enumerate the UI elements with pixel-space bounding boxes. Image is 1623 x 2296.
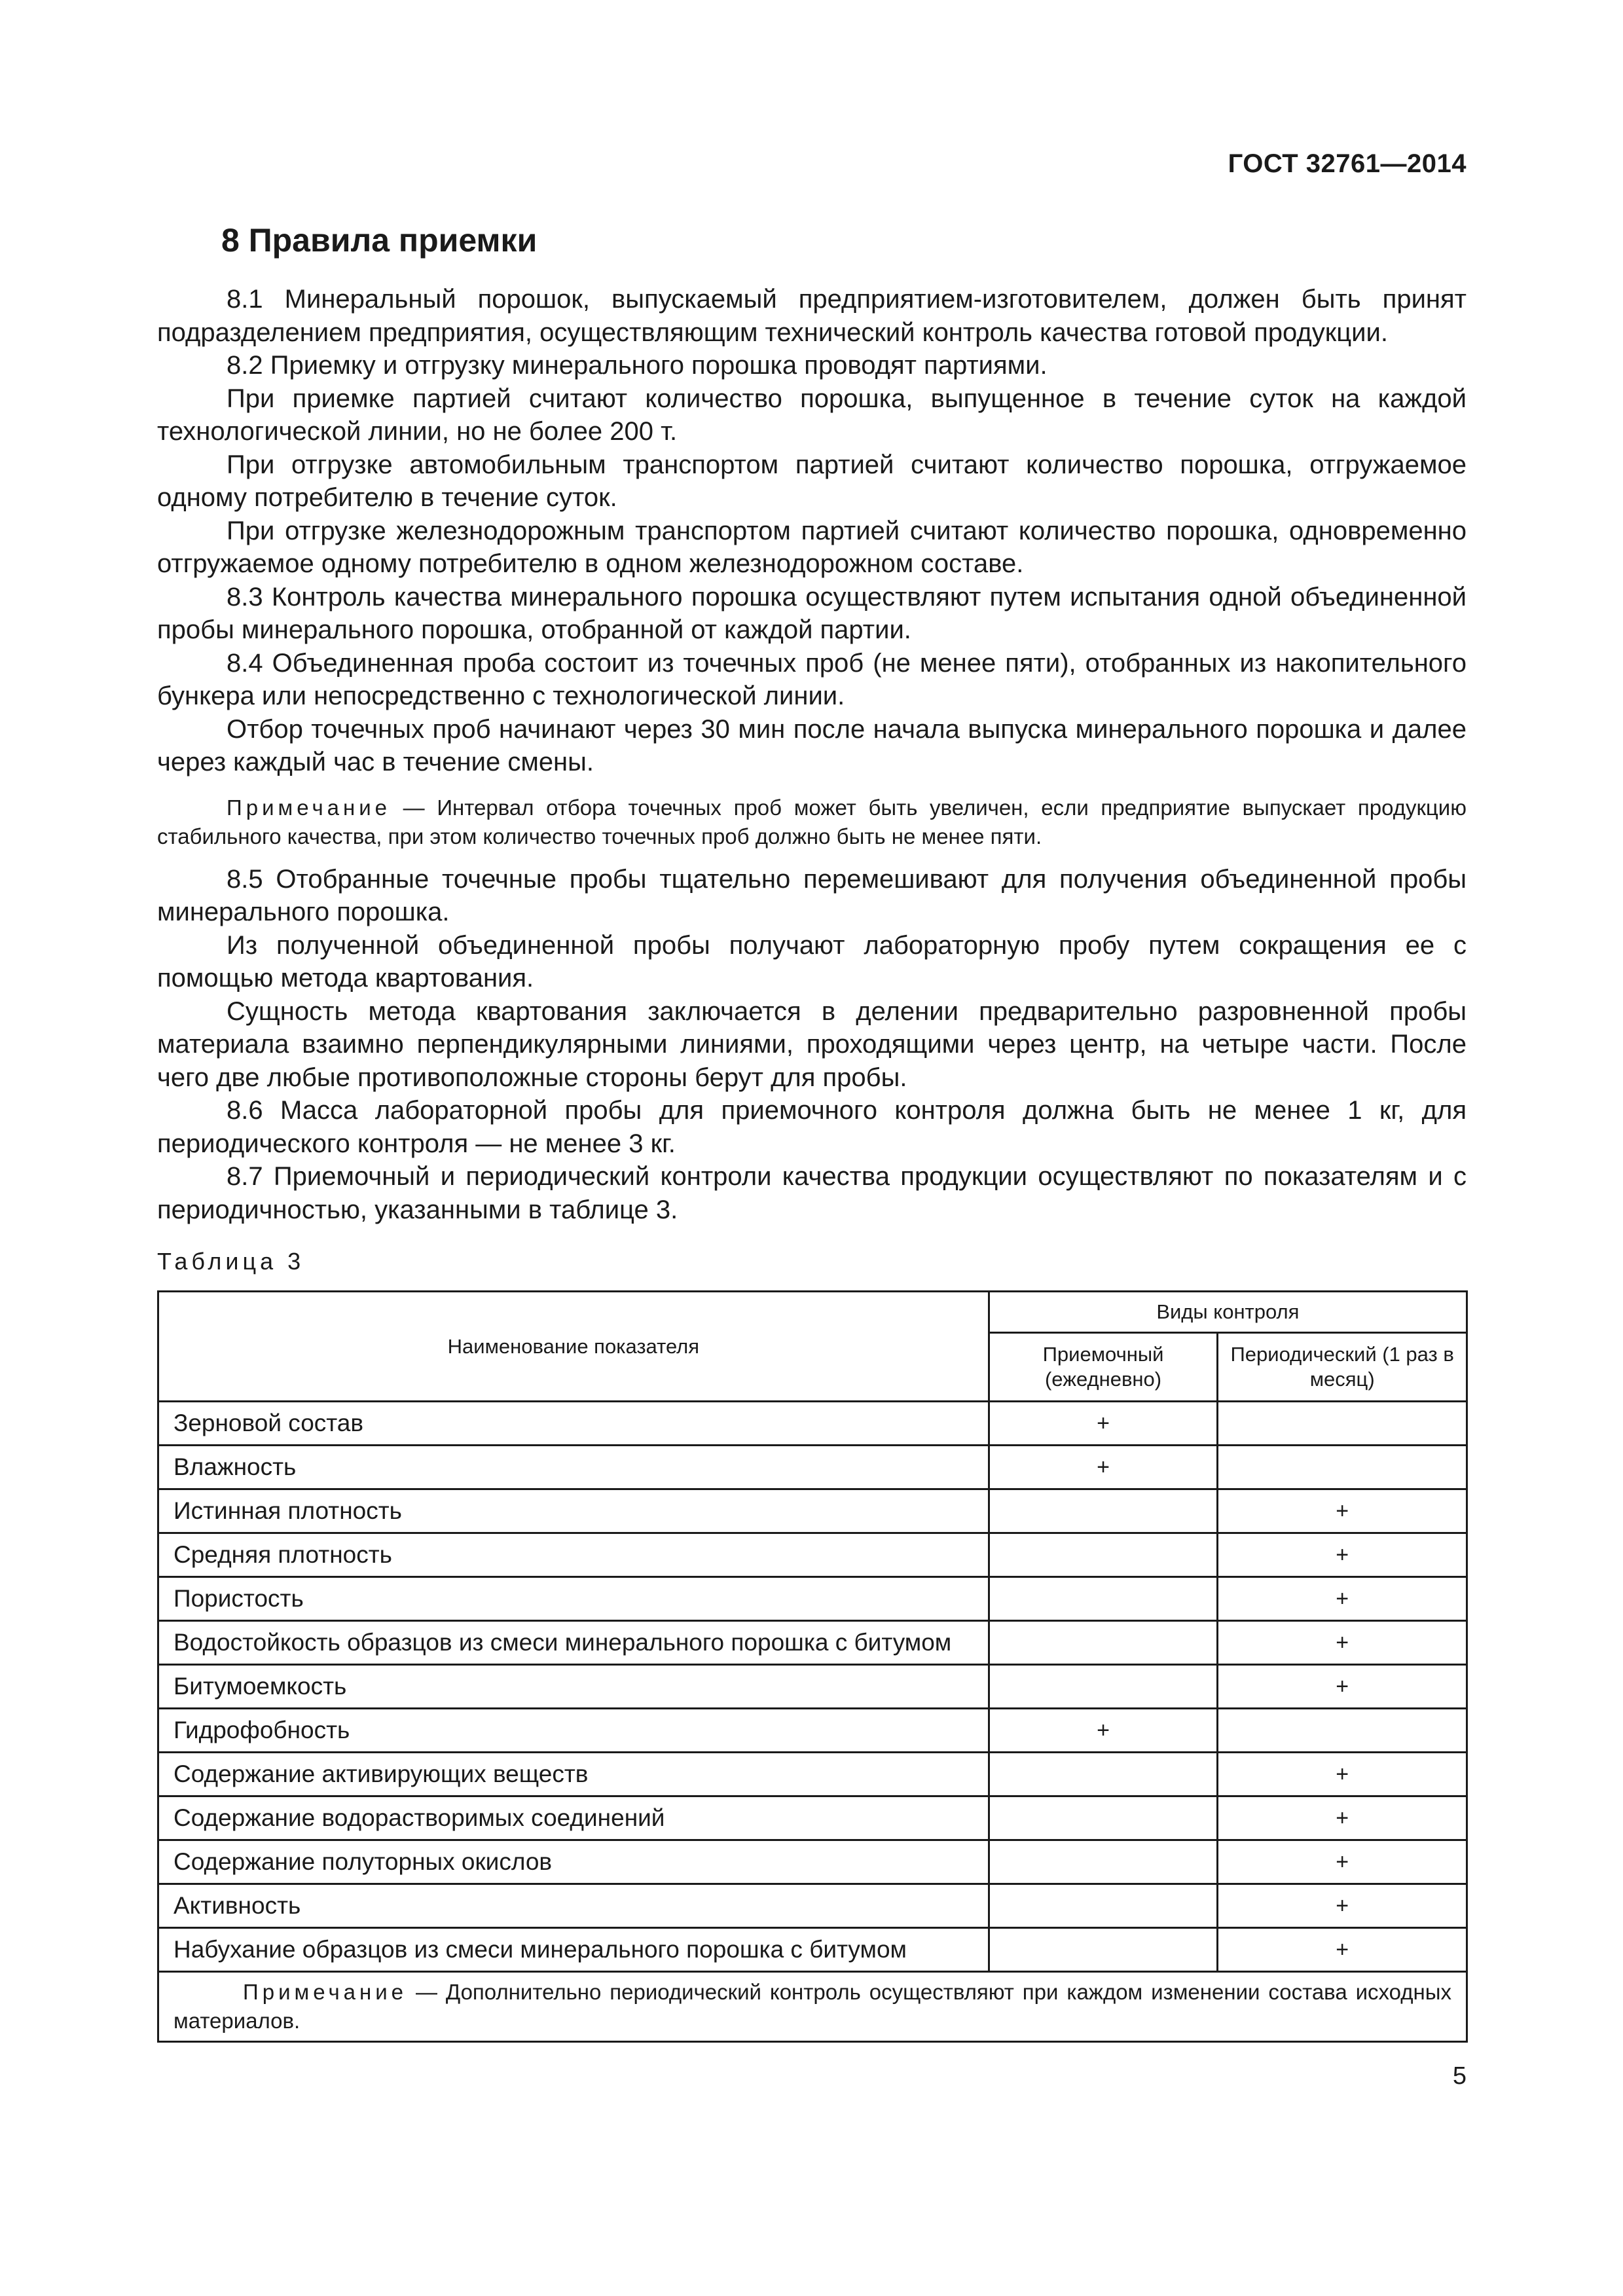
paragraph: При отгрузке автомобильным транспортом партией считают количество порошка, отгружаемое одному потребителю в течение суток. (157, 450, 1467, 512)
table-row (158, 1402, 1467, 1446)
table-caption: Таблица 3 (157, 1248, 305, 1275)
periodic-mark: + (1218, 1928, 1467, 1972)
acceptance-mark (989, 1533, 1218, 1577)
section-title: 8 Правила приемки (221, 222, 538, 259)
indicator-name: Содержание полуторных окислов (158, 1840, 989, 1884)
table-row (158, 1796, 1467, 1840)
periodic-mark: + (1218, 1621, 1467, 1665)
acceptance-mark (989, 1884, 1218, 1928)
indicator-name: Истинная плотность (158, 1489, 989, 1533)
indicator-name: Водостойкость образцов из смеси минерального порошка с битумом (158, 1621, 989, 1665)
header-acceptance: Приемочный (ежедневно) (989, 1333, 1218, 1402)
table-row (158, 1621, 1467, 1665)
acceptance-mark (989, 1621, 1218, 1665)
document-page (157, 0, 1467, 2296)
header-indicator-name: Наименование показателя (158, 1292, 989, 1402)
paragraph: Из полученной объединенной пробы получают лабораторную пробу путем сокращения ее с помощью метода квартования. (157, 930, 1467, 993)
indicator-name: Битумоемкость (158, 1665, 989, 1709)
acceptance-mark (989, 1796, 1218, 1840)
header-periodic: Периодический (1 раз в месяц) (1218, 1333, 1467, 1402)
periodic-mark: + (1218, 1665, 1467, 1709)
table-note (158, 1972, 1467, 2042)
table-row (158, 1533, 1467, 1577)
control-table (157, 1290, 1468, 2043)
acceptance-mark (989, 1489, 1218, 1533)
indicator-name: Содержание водорастворимых соединений (158, 1796, 989, 1840)
table-row (158, 1928, 1467, 1972)
standard-header: ГОСТ 32761—2014 (1228, 149, 1467, 178)
indicator-name: Содержание активирующих веществ (158, 1753, 989, 1796)
paragraph: Сущность метода квартования заключается в делении предварительно разровненной пробы материала взаимно перпендикулярными линиями, проходящими через центр, на четыре части. После чего две любые противоположные стороны берут для пробы. (157, 996, 1467, 1092)
table-row (158, 1884, 1467, 1928)
acceptance-mark: + (989, 1402, 1218, 1446)
indicator-name: Пористость (158, 1577, 989, 1621)
periodic-mark: + (1218, 1840, 1467, 1884)
table-row (158, 1489, 1467, 1533)
periodic-mark (1218, 1709, 1467, 1753)
indicator-name: Влажность (158, 1446, 989, 1489)
paragraph: 8.2 Приемку и отгрузку минерального порошка проводят партиями. (227, 351, 1048, 380)
table-note-row (158, 1972, 1467, 2042)
header-control-types: Виды контроля (989, 1292, 1467, 1333)
table-note-label: Примечание (243, 1980, 408, 2004)
periodic-mark: + (1218, 1489, 1467, 1533)
periodic-mark: + (1218, 1753, 1467, 1796)
indicator-name: Зерновой состав (158, 1402, 989, 1446)
acceptance-mark (989, 1928, 1218, 1972)
acceptance-mark (989, 1665, 1218, 1709)
table-row (158, 1840, 1467, 1884)
acceptance-mark (989, 1577, 1218, 1621)
paragraph: 8.4 Объединенная проба состоит из точечных проб (не менее пяти), отобранных из накопительного бункера или непосредственно с технологической линии. (157, 648, 1467, 710)
note-text: — Интервал отбора точечных проб может быть увеличен, если предприятие выпускает продукцию стабильного качества, при этом количество точечных проб должно быть не менее пяти. (157, 795, 1467, 848)
periodic-mark: + (1218, 1533, 1467, 1577)
periodic-mark (1218, 1446, 1467, 1489)
acceptance-mark (989, 1840, 1218, 1884)
table-row (158, 1577, 1467, 1621)
paragraph: 8.5 Отобранные точечные пробы тщательно перемешивают для получения объединенной пробы минерального порошка. (157, 864, 1467, 926)
table-row (158, 1753, 1467, 1796)
acceptance-mark: + (989, 1446, 1218, 1489)
indicator-name: Набухание образцов из смеси минерального порошка с битумом (158, 1928, 989, 1972)
acceptance-mark: + (989, 1709, 1218, 1753)
paragraph: При отгрузке железнодорожным транспортом партией считают количество порошка, одновременно отгружаемое одному потребителю в одном железнодорожном составе. (157, 516, 1467, 578)
table-note-text: — Дополнительно периодический контроль осуществляют при каждом изменении состава исходных материалов. (173, 1980, 1451, 2033)
table-row (158, 1709, 1467, 1753)
paragraph: 8.6 Масса лабораторной пробы для приемочного контроля должна быть не менее 1 кг, для периодического контроля — не менее 3 кг. (157, 1096, 1467, 1158)
periodic-mark (1218, 1402, 1467, 1446)
periodic-mark: + (1218, 1577, 1467, 1621)
note (157, 793, 1467, 851)
acceptance-mark (989, 1753, 1218, 1796)
paragraph: Отбор точечных проб начинают через 30 мин после начала выпуска минерального порошка и далее через каждый час в течение смены. (157, 714, 1467, 776)
paragraph: При приемке партией считают количество порошка, выпущенное в течение суток на каждой технологической линии, но не более 200 т. (157, 384, 1467, 446)
body-text (157, 283, 1467, 1226)
indicator-name: Средняя плотность (158, 1533, 989, 1577)
paragraph: 8.3 Контроль качества минерального порошка осуществляют путем испытания одной объединенной пробы минерального порошка, отобранной от каждой партии. (157, 582, 1467, 644)
note-label: Примечание (227, 795, 392, 820)
page-number: 5 (1452, 2062, 1467, 2090)
table-row (158, 1665, 1467, 1709)
paragraph: 8.1 Минеральный порошок, выпускаемый предприятием-изготовителем, должен быть принят подразделением предприятия, осуществляющим технический контроль качества готовой продукции. (157, 285, 1467, 347)
indicator-name: Активность (158, 1884, 989, 1928)
periodic-mark: + (1218, 1884, 1467, 1928)
periodic-mark: + (1218, 1796, 1467, 1840)
paragraph: 8.7 Приемочный и периодический контроли качества продукции осуществляют по показателям и с периодичностью, указанными в таблице 3. (157, 1162, 1467, 1224)
table-row (158, 1446, 1467, 1489)
indicator-name: Гидрофобность (158, 1709, 989, 1753)
